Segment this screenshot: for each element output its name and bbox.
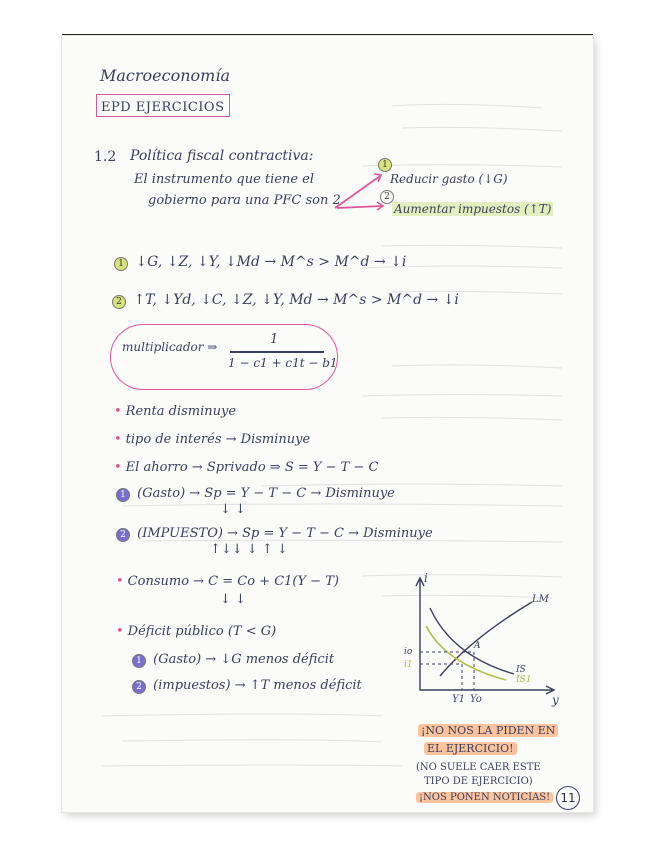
note-2-line-2: TIPO DE EJERCICIO) (424, 776, 533, 787)
ahorro-impuesto-arrows: ↑↓↓ ↓ ↑ ↓ (210, 542, 288, 557)
ahorro-gasto-row (116, 486, 395, 502)
chain-1-number-badge: 1 (114, 257, 128, 271)
y1-label: Y1 (452, 694, 465, 705)
chain-2-number-badge: 2 (112, 295, 126, 309)
ahorro-gasto-text: (Gasto) → Sp = Y − T − C → Disminuye (137, 486, 395, 501)
note-2-line-1: (NO SUELE CAER ESTE (416, 762, 541, 773)
multiplier-label: multiplicador ⇒ (122, 340, 218, 354)
ahorro-impuesto-row (116, 526, 433, 542)
ahorro-impuesto-number-badge: 2 (116, 528, 130, 542)
ahorro-gasto-arrows: ↓ ↓ (220, 502, 246, 517)
effect-renta: • Renta disminuye (114, 404, 236, 419)
effect-consumo: • Consumo → C = Co + C1(Y − T) (116, 574, 339, 589)
y0-label: Yo (470, 694, 482, 705)
intro-line-2: gobierno para una PFC son 2 (148, 193, 341, 208)
note-3 (416, 792, 553, 803)
note-1-line-2-text: EL EJERCICIO! (424, 742, 517, 755)
deficit-impuestos-number-badge: 2 (132, 680, 146, 694)
i1-label: i1 (404, 660, 413, 670)
deficit-impuestos-text: (impuestos) → ↑T menos déficit (153, 678, 362, 693)
option-2-number-badge: 2 (380, 190, 394, 204)
is-lm-graph (382, 568, 562, 708)
lm-label: LM (532, 594, 549, 605)
deficit-gasto-text: (Gasto) → ↓G menos déficit (153, 652, 335, 667)
note-3-text: ¡NOS PONEN NOTICIAS! (416, 792, 553, 803)
x-axis-label: y (552, 693, 559, 707)
ahorro-gasto-number-badge: 1 (116, 488, 130, 502)
chain-1-text: ↓G, ↓Z, ↓Y, ↓Md → M^s > M^d → ↓i (135, 254, 407, 270)
multiplier-denominator: 1 − c1 + c1t − b1 (228, 356, 338, 370)
notebook-page (62, 36, 593, 812)
option-1-number-badge: 1 (378, 158, 392, 172)
deficit-gasto-row (132, 652, 334, 668)
deficit-impuestos-row (132, 678, 362, 694)
option-1-text: Reducir gasto (↓G) (390, 172, 508, 186)
topic-title: Política fiscal contractiva: (130, 148, 314, 164)
effect-ahorro: • El ahorro → Sprivado ⇒ S = Y − T − C (114, 460, 378, 475)
i0-label: io (404, 647, 413, 657)
option-2-text: Aumentar impuestos (↑T) (394, 202, 552, 216)
is1-label: IS1 (516, 675, 532, 685)
is1-curve (426, 626, 506, 680)
note-1-line-1 (418, 724, 558, 737)
multiplier-fraction-line (230, 351, 324, 353)
chain-1 (114, 254, 406, 271)
point-a-label: A (474, 641, 481, 651)
page-number: 11 (556, 786, 580, 810)
option-1-label (378, 156, 395, 172)
multiplier-numerator: 1 (270, 332, 279, 347)
y-axis-label: i (424, 571, 428, 585)
intro-line-1: El instrumento que tiene el (134, 172, 315, 187)
chain-2 (112, 292, 459, 309)
subject-title: Macroeconomía (100, 66, 230, 85)
effect-deficit: • Déficit público (T < G) (116, 624, 276, 639)
deficit-gasto-number-badge: 1 (132, 654, 146, 668)
note-1-line-2 (424, 742, 517, 755)
effect-interes: • tipo de interés → Disminuye (114, 432, 310, 447)
ahorro-impuesto-text: (IMPUESTO) → Sp = Y − T − C → Disminuye (137, 526, 433, 541)
is-label: IS (516, 665, 526, 675)
consumo-arrows: ↓ ↓ (220, 592, 246, 607)
section-title: EPD EJERCICIOS (101, 100, 225, 115)
note-1-line-1-text: ¡NO NOS LA PIDEN EN (418, 724, 558, 737)
topic-number: 1.2 (94, 149, 117, 165)
is-curve (430, 608, 514, 674)
chain-2-text: ↑T, ↓Yd, ↓C, ↓Z, ↓Y, Md → M^s > M^d → ↓i (133, 292, 459, 308)
